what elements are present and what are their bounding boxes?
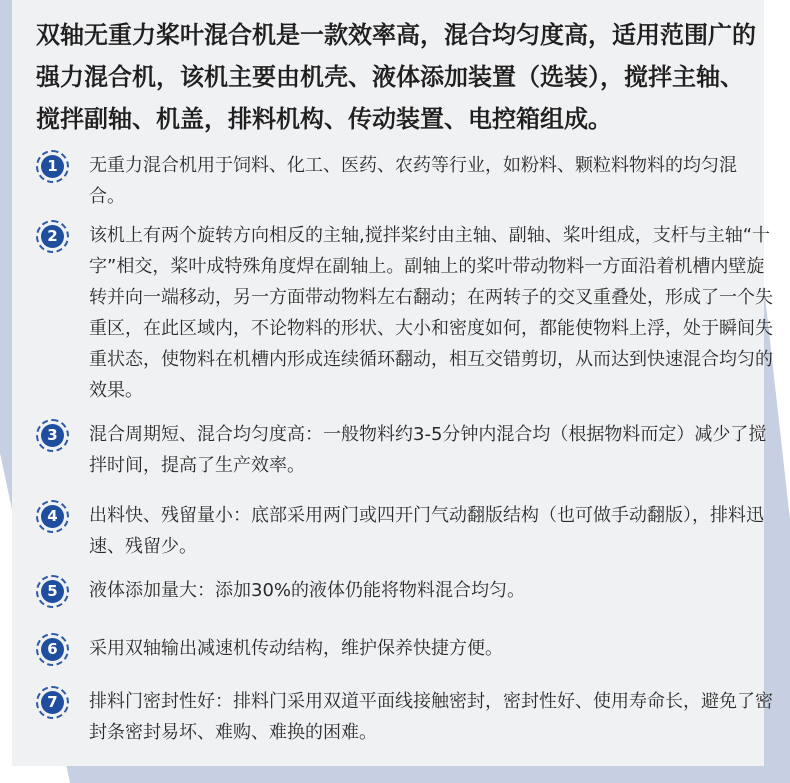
number-badge bbox=[36, 633, 69, 666]
feature-item-6 bbox=[36, 633, 776, 666]
feature-text: 该机上有两个旋转方向相反的主轴,搅拌桨纣由主轴、副轴、桨叶组成，支杆与主轴“十字”相交，桨叶成特殊角度焊在副轴上。副轴上的桨叶带动物料一方面沿着机槽内壁旋转并向一端移动，另一方面带动物料左右翻动；在两转子的交叉重叠处，形成了一个失重区，在此区域内，不论物料的形状、大小和密度如何，都能使物料上浮，处于瞬间失重状态，使物料在机槽内形成连续循环翻动，相互交错剪切，从而达到快速混合均匀的效果。 bbox=[89, 225, 773, 401]
badge-number: 7 bbox=[41, 691, 64, 714]
feature-text: 排料门密封性好：排料门采用双道平面线接触密封，密封性好、使用寿命长，避免了密封条密封易坏、难购、难换的困难。 bbox=[89, 691, 773, 743]
badge-number: 2 bbox=[41, 225, 64, 248]
badge-number: 3 bbox=[41, 424, 64, 447]
feature-text: 无重力混合机用于饲料、化工、医药、农药等行业，如粉料、颗粒料物料的均匀混合。 bbox=[89, 155, 737, 207]
badge-number: 5 bbox=[41, 580, 64, 603]
feature-item-4 bbox=[36, 500, 776, 562]
content-card bbox=[12, 0, 773, 766]
number-badge bbox=[36, 419, 69, 452]
feature-text: 出料快、残留量小：底部采用两门或四开门气动翻版结构（也可做手动翻版），排料迅速、残留少。 bbox=[89, 505, 764, 557]
feature-item-2 bbox=[36, 220, 776, 406]
feature-item-1 bbox=[36, 150, 776, 212]
number-badge bbox=[36, 575, 69, 608]
feature-item-5 bbox=[36, 575, 776, 608]
number-badge bbox=[36, 150, 69, 183]
feature-text: 液体添加量大：添加30%的液体仍能将物料混合均匀。 bbox=[89, 580, 526, 601]
badge-number: 1 bbox=[41, 155, 64, 178]
number-badge bbox=[36, 686, 69, 719]
badge-number: 6 bbox=[41, 638, 64, 661]
feature-item-3 bbox=[36, 419, 776, 481]
badge-number: 4 bbox=[41, 505, 64, 528]
feature-item-7 bbox=[36, 686, 776, 748]
feature-text: 采用双轴输出减速机传动结构，维护保养快捷方便。 bbox=[89, 638, 503, 659]
number-badge bbox=[36, 220, 69, 253]
intro-paragraph: 双轴无重力桨叶混合机是一款效率高，混合均匀度高，适用范围广的强力混合机，该机主要由机壳、液体添加装置（选装），搅拌主轴、搅拌副轴、机盖，排料机构、传动装置、电控箱组成。 bbox=[36, 21, 756, 133]
number-badge bbox=[36, 500, 69, 533]
feature-text: 混合周期短、混合均匀度高：一般物料约3-5分钟内混合均（根据物料而定）减少了搅拌时间，提高了生产效率。 bbox=[89, 424, 767, 476]
